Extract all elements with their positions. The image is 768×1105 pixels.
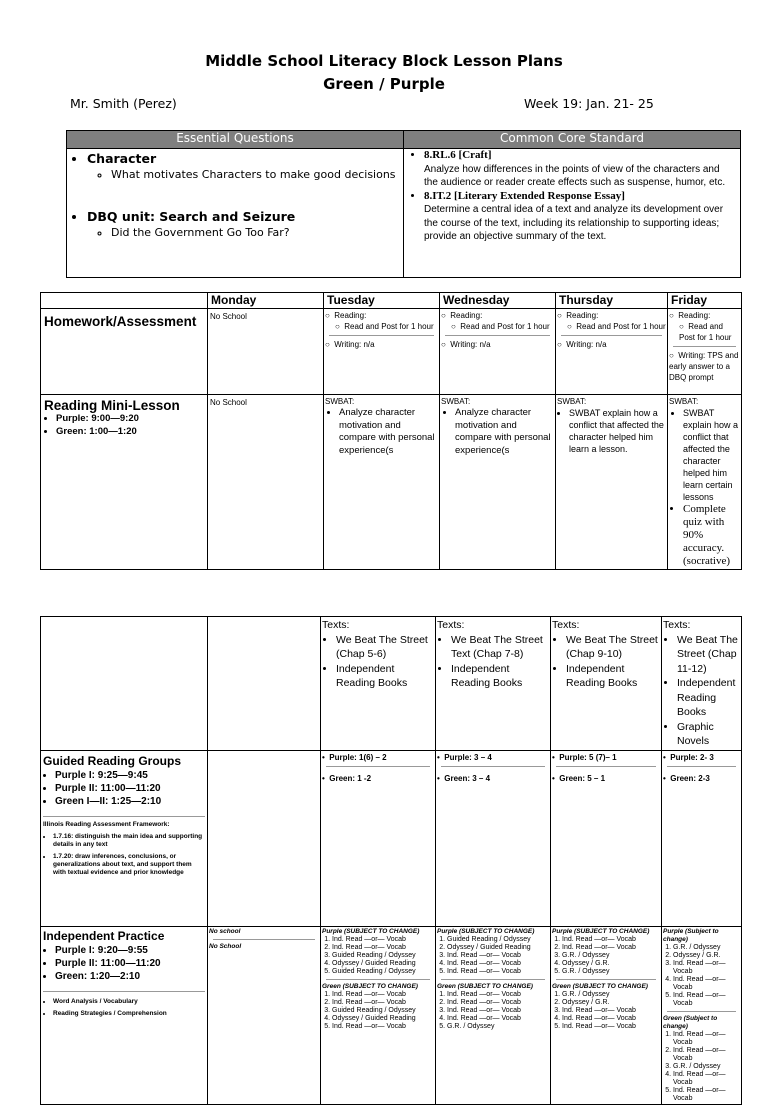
ccs-s2-code: • 8.IT.2 [Literary Extended Response Essay] [424,190,734,204]
row-independent-practice: Independent Practice • Purple I: 9:20—9:55 • Purple II: 11:00—11:20 • Green: 1:20—2:10 • Word Analysis / Vocabulary • Reading Strategies / Comprehension [41,926,208,1104]
row-homework: Homework/Assessment [41,309,208,395]
day-friday: Friday [668,293,742,309]
texts-wednesday: Texts: • We Beat The Street Text (Chap 7-8) • Independent Reading Books [436,617,551,751]
day-monday: Monday [208,293,324,309]
hw-thursday: ○ Reading: ○ Read and Post for 1 hour ○ Writing: n/a [556,309,668,395]
texts-friday: Texts: • We Beat The Street (Chap 11-12) • Independent Reading Books • Graphic Novels [662,617,742,751]
ccs-header: Common Core Standard [404,131,741,149]
teacher-name: Mr. Smith (Perez) [70,96,177,111]
hw-friday: ○ Reading: ○ Read and Post for 1 hour ○ Writing: TPS and early answer to a DBQ prompt [668,309,742,395]
indep-tuesday: Purple (SUBJECT TO CHANGE) 1. Ind. Read —or— Vocab 2. Ind. Read —or— Vocab 3. Guided Reading / Odyssey 4. Odyssey / Guided Reading 5. Guided Reading / Odyssey Green (SUBJECT TO CHANGE) 1. Ind. Read —or— Vocab 2. Ind. Read —or— Vocab 3. Guided Reading / Odyssey 4. Odyssey / Guided Reading 5. Ind. Read —or— Vocab [321,926,436,1104]
guided-thursday: • Purple: 5 (7)– 1 • Green: 5 – 1 [551,750,662,926]
mini-friday: SWBAT: • SWBAT explain how a conflict that affected the character helped him learn certain lessons • Complete quiz with 90% accuracy. (socrative) [668,395,742,570]
eq-q1-sub: ◦ What motivates Characters to make good decisions [111,168,403,181]
plan-table-2 [40,616,742,1105]
eq-q2-sub: ◦ Did the Government Go Too Far? [111,226,403,239]
eq-q2: • DBQ unit: Search and Seizure [87,209,403,224]
eq-cell [67,149,404,278]
ccs-s1-code: • 8.RL.6 [Craft] [424,149,734,163]
doc-subtitle: Green / Purple [323,75,445,93]
indep-monday: No school No School [208,926,321,1104]
row-mini-lesson: Reading Mini-Lesson • Purple: 9:00—9:20 • Green: 1:00—1:20 [41,395,208,570]
indep-friday: Purple (Subject to change) 1. G.R. / Odyssey 2. Odyssey / G.R. 3. Ind. Read —or— Vocab 4. Ind. Read —or— Vocab 5. Ind. Read —or— Vocab Green (Subject to change) 1. Ind. Read —or— Vocab 2. Ind. Read —or— Vocab 3. G.R. / Odyssey 4. Ind. Read —or— Vocab 5. Ind. Read —or— Vocab [662,926,742,1104]
guided-wednesday: • Purple: 3 – 4 • Green: 3 – 4 [436,750,551,926]
indep-thursday: Purple (SUBJECT TO CHANGE) 1. Ind. Read —or— Vocab 2. Ind. Read —or— Vocab 3. G.R. / Odyssey 4. Odyssey / G.R. 5. G.R. / Odyssey Green (SUBJECT TO CHANGE) 1. G.R. / Odyssey 2. Odyssey / G.R. 3. Ind. Read —or— Vocab 4. Ind. Read —or— Vocab 5. Ind. Read —or— Vocab [551,926,662,1104]
doc-title: Middle School Literacy Block Lesson Plans [205,52,563,70]
texts-tuesday: Texts: • We Beat The Street (Chap 5-6) • Independent Reading Books [321,617,436,751]
ccs-s2-text: Determine a central idea of a text and analyze its development over the course of the text, including its relationship to supporting ideas; provide an objective summary of the text. [424,204,724,242]
indep-wednesday: Purple (SUBJECT TO CHANGE) 1. Guided Reading / Odyssey 2. Odyssey / Guided Reading 3. Ind. Read —or— Vocab 4. Ind. Read —or— Vocab 5. Ind. Read —or— Vocab Green (SUBJECT TO CHANGE) 1. Ind. Read —or— Vocab 2. Ind. Read —or— Vocab 3. Ind. Read —or— Vocab 4. Ind. Read —or— Vocab 5. G.R. / Odyssey [436,926,551,1104]
mini-monday: No School [208,395,324,570]
plan-table-1 [40,292,742,570]
day-tuesday: Tuesday [324,293,440,309]
guided-friday: • Purple: 2- 3 • Green: 2-3 [662,750,742,926]
essential-questions-table [66,130,741,278]
mini-thursday: SWBAT: • SWBAT explain how a conflict that affected the character helped him learn a lesson. [556,395,668,570]
mini-wednesday: SWBAT: • Analyze character motivation and compare with personal experience(s [440,395,556,570]
ccs-s1-text: Analyze how differences in the points of view of the characters and the audience or reader create effects such as suspense, humor, etc. [424,163,726,188]
row-guided-reading: Guided Reading Groups • Purple I: 9:25—9:45 • Purple II: 11:00—11:20 • Green I—II: 1:25—2:10 Illinois Reading Assessment Framework: • 1.7.16: distinguish the main idea and supporting details in any text • 1.7.20: draw inferences, conclusions, or generalizations about text, and support them with textual evidence and prior knowledge [41,750,208,926]
mini-tuesday: SWBAT: • Analyze character motivation and compare with personal experience(s [324,395,440,570]
day-thursday: Thursday [556,293,668,309]
eq-q1: • Character [87,151,403,166]
guided-tuesday: • Purple: 1(6) – 2 • Green: 1 -2 [321,750,436,926]
week-label: Week 19: Jan. 21- 25 [524,96,654,111]
hw-wednesday: ○ Reading: ○ Read and Post for 1 hour ○ Writing: n/a [440,309,556,395]
texts-thursday: Texts: • We Beat The Street (Chap 9-10) • Independent Reading Books [551,617,662,751]
hw-monday: No School [208,309,324,395]
hw-tuesday: ○ Reading: ○ Read and Post for 1 hour ○ Writing: n/a [324,309,440,395]
eq-header: Essential Questions [67,131,404,149]
ccs-cell [404,149,741,278]
day-wednesday: Wednesday [440,293,556,309]
